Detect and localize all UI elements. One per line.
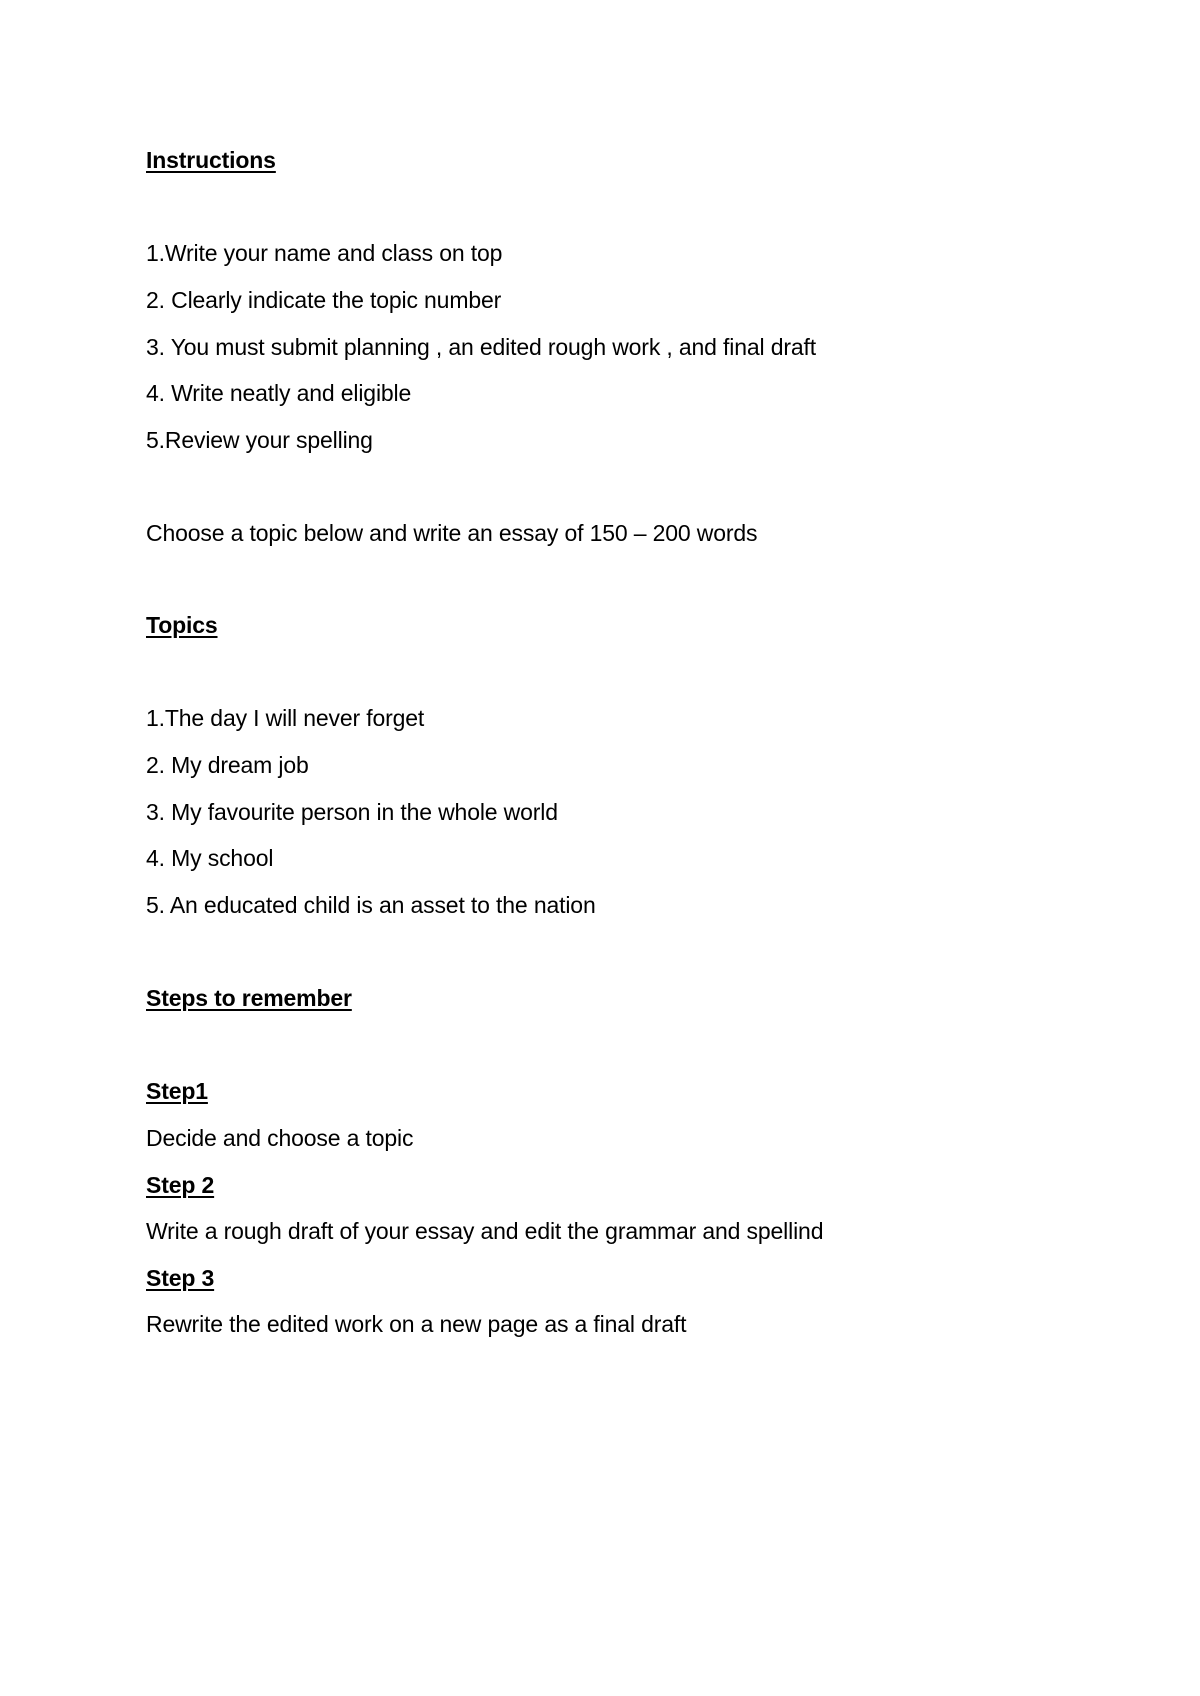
step-label: Step1 [146, 1078, 208, 1104]
instruction-item: 3. You must submit planning , an edited rough work , and final draft [146, 334, 817, 360]
step-label: Step 3 [146, 1265, 215, 1291]
step-text: Decide and choose a topic [146, 1125, 414, 1151]
topic-item: 5. An educated child is an asset to the nation [146, 892, 596, 918]
step-text: Rewrite the edited work on a new page as a final draft [146, 1311, 687, 1337]
steps-heading: Steps to remember [146, 985, 352, 1011]
topic-item: 2. My dream job [146, 752, 309, 778]
step-text: Write a rough draft of your essay and edit the grammar and spellind [146, 1218, 824, 1244]
step-label: Step 2 [146, 1172, 215, 1198]
instruction-item: 4. Write neatly and eligible [146, 380, 412, 406]
task-instruction: Choose a topic below and write an essay of 150 – 200 words [146, 520, 758, 546]
topics-heading: Topics [146, 612, 218, 638]
instruction-item: 5.Review your spelling [146, 427, 373, 453]
instructions-heading: Instructions [146, 147, 276, 173]
topic-item: 4. My school [146, 845, 274, 871]
topic-item: 1.The day I will never forget [146, 705, 425, 731]
instruction-item: 1.Write your name and class on top [146, 240, 503, 266]
topic-item: 3. My favourite person in the whole world [146, 799, 558, 825]
instruction-item: 2. Clearly indicate the topic number [146, 287, 502, 313]
